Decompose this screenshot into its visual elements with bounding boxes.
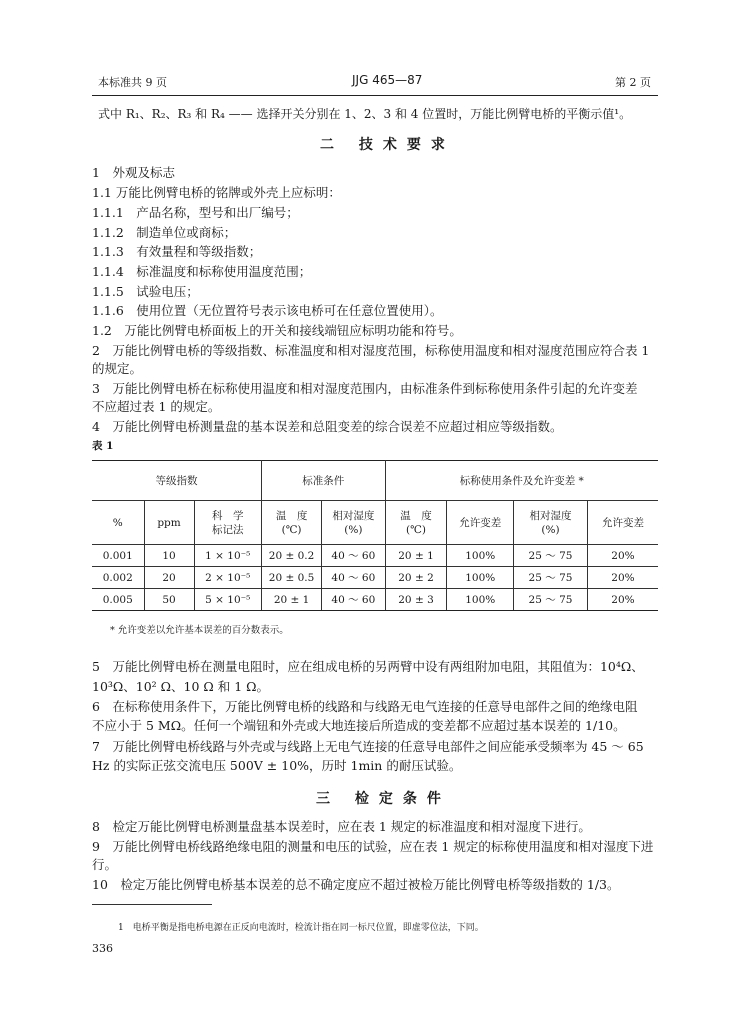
table-cell: 40 ～ 60 [322,589,385,611]
section-title-verification-conditions: 三 检定条件 [316,791,451,807]
table-cell: 25 ～ 75 [514,589,588,611]
col-header-nom-humidity: 相对湿度 (%) [514,501,588,545]
item-1-1-1: 1.1.1 产品名称，型号和出厂编号； [92,205,299,220]
table-cell: 20% [587,545,658,567]
formula-explanation: 式中 R₁、R₂、R₃ 和 R₄ —— 选择开关分别在 1、2、3 和 4 位置时，万能比例臂电桥的平衡示值¹。 [98,107,632,121]
group-header-nominal-conditions: 标称使用条件及允许变差 * [385,461,658,501]
table-cell: 20 ± 0.2 [261,545,321,567]
table-note: * 允许变差以允许基本误差的百分数表示。 [110,625,289,636]
para-6-line-2: 不应小于 5 MΩ。任何一个端钮和外壳或大地连接后所造成的变差都不应超过基本误差的 1/10。 [92,718,626,733]
para-10: 10 检定万能比例臂电桥基本误差的总不确定度应不超过被检万能比例臂电桥等级指数的 1/3。 [92,877,620,892]
col-header-allowed-variation-humidity: 允许变差 [587,501,658,545]
para-8: 8 检定万能比例臂电桥测量盘基本误差时，应在表 1 规定的标准温度和相对湿度下进行。 [92,819,591,834]
footnote: 1 电桥平衡是指电桥电源在正反向电流时，检流计指在同一标尺位置，即虚零位法，下同。 [118,923,484,933]
col-header-scientific: 科 学 标记法 [194,501,261,545]
item-1: 1 外观及标志 [92,165,175,180]
para-3-line-1: 3 万能比例臂电桥在标称使用温度和相对湿度范围内，由标准条件到标称使用条件引起的允许变差 [92,381,638,396]
table-cell: 0.001 [92,545,144,567]
item-1-1-6: 1.1.6 使用位置（无位置符号表示该电桥可在任意位置使用）。 [92,303,443,318]
header-page: 第 2 页 [615,76,651,89]
para-4: 4 万能比例臂电桥测量盘的基本误差和总阻变差的综合误差不应超过相应等级指数。 [92,419,563,434]
table-caption: 表 1 [92,440,114,452]
table-cell: 2 × 10⁻⁵ [194,567,261,589]
header-rule [92,95,658,96]
table-cell: 0.002 [92,567,144,589]
item-1-1-2: 1.1.2 制造单位或商标； [92,225,237,240]
para-2-line-2: 的规定。 [92,361,143,376]
para-9-line-1: 9 万能比例臂电桥线路绝缘电阻的测量和电压的试验，应在表 1 规定的标称使用温度和相对湿度下进 [92,839,654,854]
item-1-1: 1.1 万能比例臂电桥的铭牌或外壳上应标明： [92,185,341,200]
table-cell: 25 ～ 75 [514,545,588,567]
col-header-std-temp: 温 度 (℃) [261,501,321,545]
table-cell: 20 ± 1 [261,589,321,611]
para-7-line-2: Hz 的实际正弦交流电压 500V ± 10%，历时 1min 的耐压试验。 [92,758,462,773]
table-cell: 1 × 10⁻⁵ [194,545,261,567]
table-cell: 20% [587,567,658,589]
group-header-class-index: 等级指数 [92,461,261,501]
table-row [92,545,658,567]
para-7-line-1: 7 万能比例臂电桥线路与外壳或与线路上无电气连接的任意导电部件之间应能承受频率为 45 ～ 65 [92,739,644,754]
table-cell: 0.005 [92,589,144,611]
col-header-allowed-variation-temp: 允许变差 [447,501,514,545]
table-cell: 25 ～ 75 [514,567,588,589]
item-1-1-3: 1.1.3 有效量程和等级指数； [92,244,262,259]
section-title-technical-requirements: 二 技术要求 [320,137,455,153]
table-cell: 20 [144,567,194,589]
para-5-line-2: 10³Ω、10² Ω、10 Ω 和 1 Ω。 [92,679,270,694]
table-cell: 5 × 10⁻⁵ [194,589,261,611]
table-cell: 40 ～ 60 [322,567,385,589]
para-5-line-1: 5 万能比例臂电桥在测量电阻时，应在组成电桥的另两臂中设有两组附加电阻，其阻值为：10⁴Ω、 [92,659,644,674]
para-3-line-2: 不应超过表 1 的规定。 [92,399,221,414]
header-left: 本标准共 9 页 [98,76,167,89]
table-cell: 50 [144,589,194,611]
header-standard-number: JJG 465—87 [352,73,423,87]
table-row [92,567,658,589]
table-cell: 10 [144,545,194,567]
col-header-percent: % [92,501,144,545]
group-header-standard-conditions: 标准条件 [261,461,385,501]
table-cell: 20% [587,589,658,611]
col-header-ppm: ppm [144,501,194,545]
item-1-1-4: 1.1.4 标准温度和标称使用温度范围； [92,264,312,279]
para-6-line-1: 6 在标称使用条件下，万能比例臂电桥的线路和与线路无电气连接的任意导电部件之间的绝缘电阻 [92,699,638,714]
table-cell: 20 ± 2 [385,567,447,589]
page-number: 336 [92,942,113,955]
table-cell: 20 ± 3 [385,589,447,611]
table-cell: 20 ± 0.5 [261,567,321,589]
table-cell: 100% [447,567,514,589]
col-header-nom-temp: 温 度 (℃) [385,501,447,545]
col-header-std-humidity: 相对湿度 (%) [322,501,385,545]
item-1-2: 1.2 万能比例臂电桥面板上的开关和接线端钮应标明功能和符号。 [92,323,462,338]
table-1 [92,460,658,611]
table-cell: 100% [447,545,514,567]
para-2-line-1: 2 万能比例臂电桥的等级指数、标准温度和相对湿度范围，标称使用温度和相对湿度范围应符合表 1 [92,343,650,358]
footnote-rule [92,904,212,905]
table-cell: 100% [447,589,514,611]
table-cell: 20 ± 1 [385,545,447,567]
table-cell: 40 ～ 60 [322,545,385,567]
table-row [92,589,658,611]
para-9-line-2: 行。 [92,857,118,872]
item-1-1-5: 1.1.5 试验电压； [92,284,199,299]
